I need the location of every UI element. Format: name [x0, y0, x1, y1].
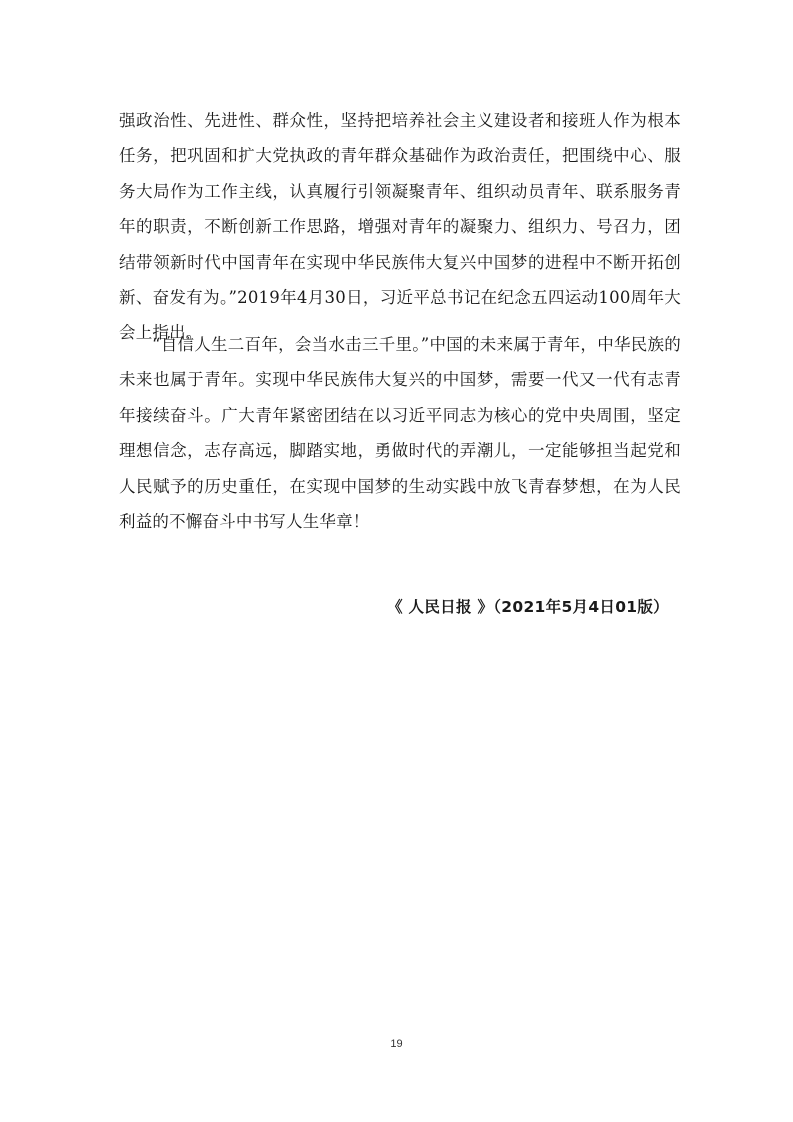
source-citation: 《 人民日报 》（2021年5月4日01版）: [387, 598, 669, 616]
body-paragraph-1: 强政治性、先进性、群众性，坚持把培养社会主义建设者和接班人作为根本任务，把巩固和扩大党执政的青年群众基础作为政治责任，把围绕中心、服务大局作为工作主线，认真履行引领凝聚青年、组织动员青年、联系服务青年的职责，不断创新工作思路，增强对青年的凝聚力、组织力、号召力，团结带领新时代中国青年在实现中华民族伟大复兴中国梦的进程中不断开拓创新、奋发有为。”2019年4月30日，习近平总书记在纪念五四运动100周年大会上指出。: [119, 111, 681, 343]
page-number: 19: [390, 1038, 403, 1050]
body-paragraph-2: “自信人生二百年，会当水击三千里。”中国的未来属于青年，中华民族的未来也属于青年。实现中华民族伟大复兴的中国梦，需要一代又一代有志青年接续奋斗。广大青年紧密团结在以习近平同志为核心的党中央周围，坚定理想信念，志存高远，脚踏实地，勇做时代的弄潮儿，一定能够担当起党和人民赋予的历史重任，在实现中国梦的生动实践中放飞青春梦想，在为人民利益的不懈奋斗中书写人生华章！: [119, 335, 681, 532]
